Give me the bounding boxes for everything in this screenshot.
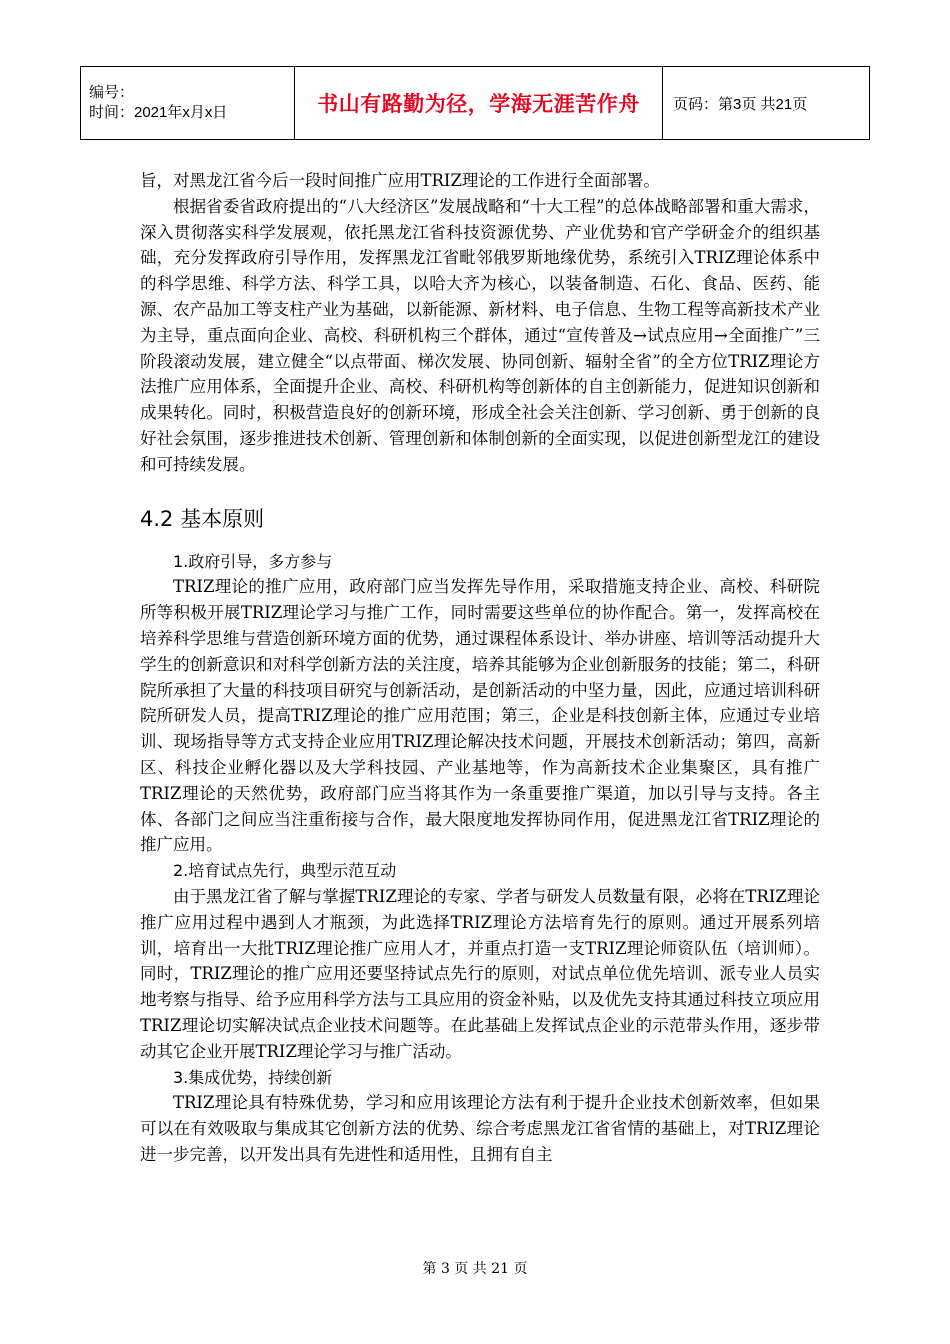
subheading-2: 2.培育试点先行，典型示范互动	[173, 861, 397, 881]
subheading-3: 3.集成优势，持续创新	[173, 1067, 333, 1087]
page-footer: 第 3 页 共 21 页	[422, 1261, 528, 1277]
section-heading: 4.2 基本原则	[140, 506, 265, 531]
paragraph-strategy: 根据省委省政府提出的“八大经济区”发展战略和“十大工程”的总体战略部署和重大需求，深入贯彻落实科学发展观，依托黑龙江省科技资源优势、产业优势和官产学研金介的组织基础，充分发挥政府引导作用，发挥黑龙江省毗邻俄罗斯地缘优势，系统引入TRIZ理论体系中的科学思维、科学方法、科学工具，以哈大齐为核心，以装备制造、石化、食品、医药、能源、农产品加工等支柱产业为基础，以新能源、新材料、电子信息、生物工程等高新技术产业为主导，重点面向企业、高校、科研机构三个群体，通过“宣传普及→试点应用→全面推广”三阶段滚动发展，建立健全“以点带面、梯次发展、协同创新、辐射全省”的全方位TRIZ理论方法推广应用体系，全面提升企业、高校、科研机构等创新体的自主创新能力，促进知识创新和成果转化。同时，积极营造良好的创新环境，形成全社会关注创新、学习创新、勇于创新的良好社会氛围，逐步推进技术创新、管理创新和体制创新的全面实现，以促进创新型龙江的建设和可持续发展。	[140, 196, 820, 474]
document-header	[80, 66, 870, 140]
number-label: 编号：	[89, 84, 135, 101]
paragraph-continued: 旨，对黑龙江省今后一段时间推广应用TRIZ理论的工作进行全面部署。	[140, 171, 660, 190]
header-page-label: 页码：第3页 共21页	[663, 67, 870, 140]
paragraph-principle-1: TRIZ理论的推广应用，政府部门应当发挥先导作用，采取措施支持企业、高校、科研院所等积极开展TRIZ理论学习与推广工作，同时需要这些单位的协作配合。第一，发挥高校在培养科学思维与营造创新环境方面的优势，通过课程体系设计、举办讲座、培训等活动提升大学生的创新意识和对科学创新方法的关注度，培养其能够为企业创新服务的技能；第二，科研院所承担了大量的科技项目研究与创新活动，是创新活动的中坚力量，因此，应通过培训科研院所研发人员，提高TRIZ理论的推广应用范围；第三，企业是科技创新主体，应通过专业培训、现场指导等方式支持企业应用TRIZ理论解决技术问题，开展技术创新活动；第四，高新区、科技企业孵化器以及大学科技园、产业基地等，作为高新技术企业集聚区，具有推广TRIZ理论的天然优势，政府部门应当将其作为一条重要推广渠道，加以引导与支持。各主体、各部门之间应当注重衔接与合作，最大限度地发挥协同作用，促进黑龙江省TRIZ理论的推广应用。	[140, 577, 820, 855]
header-motto: 书山有路勤为径，学海无涯苦作舟	[295, 67, 663, 140]
header-meta-cell	[81, 67, 295, 140]
document-body	[140, 168, 820, 1168]
paragraph-principle-3: TRIZ理论具有特殊优势，学习和应用该理论方法有利于提升企业技术创新效率，但如果可以在有效吸取与集成其它创新方法的优势、综合考虑黑龙江省省情的基础上，对TRIZ理论进一步完善，以开发出具有先进性和适用性，且拥有自主	[140, 1093, 820, 1164]
time-label: 时间：2021年x月x日	[89, 104, 228, 121]
subheading-1: 1.政府引导，多方参与	[173, 551, 333, 571]
paragraph-principle-2: 由于黑龙江省了解与掌握TRIZ理论的专家、学者与研发人员数量有限，必将在TRIZ理论推广应用过程中遇到人才瓶颈，为此选择TRIZ理论方法培育先行的原则。通过开展系列培训，培育出一大批TRIZ理论推广应用人才，并重点打造一支TRIZ理论师资队伍（培训师）。同时，TRIZ理论的推广应用还要坚持试点先行的原则，对试点单位优先培训、派专业人员实地考察与指导、给予应用科学方法与工具应用的资金补贴，以及优先支持其通过科技立项应用TRIZ理论切实解决试点企业技术问题等。在此基础上发挥试点企业的示范带头作用，逐步带动其它企业开展TRIZ理论学习与推广活动。	[140, 886, 820, 1061]
